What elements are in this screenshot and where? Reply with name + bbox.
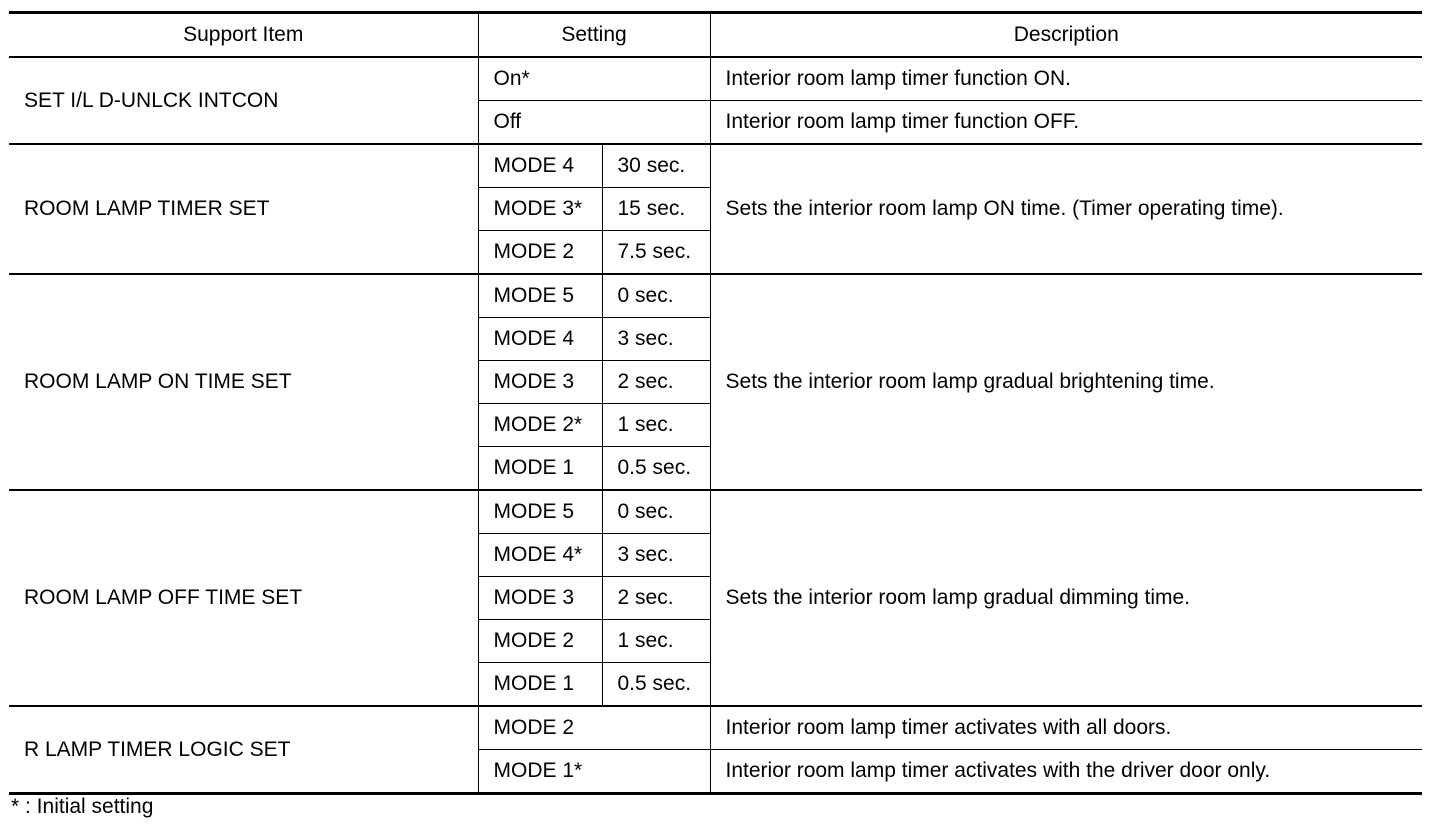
mode-cell: MODE 1: [478, 663, 602, 707]
table-row: [9, 706, 1422, 750]
table-row: [9, 274, 1422, 318]
header-setting: Setting: [478, 13, 710, 58]
support-item-table: [9, 11, 1422, 795]
description-cell: Interior room lamp timer function OFF.: [710, 101, 1422, 145]
value-cell: 0.5 sec.: [602, 447, 710, 491]
description-cell: Sets the interior room lamp gradual dimming time.: [710, 490, 1422, 706]
mode-cell: MODE 2*: [478, 404, 602, 447]
setting-cell: Off: [478, 101, 710, 145]
description-cell: Interior room lamp timer activates with all doors.: [710, 706, 1422, 750]
value-cell: 0 sec.: [602, 490, 710, 534]
value-cell: 0.5 sec.: [602, 663, 710, 707]
description-cell: Interior room lamp timer function ON.: [710, 57, 1422, 101]
support-item-cell: ROOM LAMP TIMER SET: [9, 144, 478, 274]
support-item-cell: ROOM LAMP ON TIME SET: [9, 274, 478, 490]
value-cell: 3 sec.: [602, 318, 710, 361]
support-item-cell: R LAMP TIMER LOGIC SET: [9, 706, 478, 794]
mode-cell: MODE 4: [478, 318, 602, 361]
table-row: [9, 144, 1422, 188]
mode-cell: MODE 5: [478, 274, 602, 318]
mode-cell: MODE 4: [478, 144, 602, 188]
description-cell: Sets the interior room lamp gradual brightening time.: [710, 274, 1422, 490]
value-cell: 30 sec.: [602, 144, 710, 188]
mode-cell: MODE 5: [478, 490, 602, 534]
footnote: * : Initial setting: [11, 795, 154, 818]
setting-cell: MODE 2: [478, 706, 710, 750]
support-item-cell: ROOM LAMP OFF TIME SET: [9, 490, 478, 706]
description-cell: Interior room lamp timer activates with the driver door only.: [710, 750, 1422, 794]
value-cell: 3 sec.: [602, 534, 710, 577]
header-support-item: Support Item: [9, 13, 478, 58]
mode-cell: MODE 3: [478, 577, 602, 620]
value-cell: 0 sec.: [602, 274, 710, 318]
support-item-cell: SET I/L D-UNLCK INTCON: [9, 57, 478, 144]
setting-cell: MODE 1*: [478, 750, 710, 794]
value-cell: 7.5 sec.: [602, 231, 710, 275]
table-row: [9, 57, 1422, 101]
value-cell: 2 sec.: [602, 361, 710, 404]
mode-cell: MODE 3: [478, 361, 602, 404]
mode-cell: MODE 2: [478, 231, 602, 275]
value-cell: 1 sec.: [602, 404, 710, 447]
table-row: [9, 490, 1422, 534]
setting-cell: On*: [478, 57, 710, 101]
value-cell: 1 sec.: [602, 620, 710, 663]
mode-cell: MODE 2: [478, 620, 602, 663]
table-header-row: [9, 13, 1422, 58]
mode-cell: MODE 3*: [478, 188, 602, 231]
header-description: Description: [710, 13, 1422, 58]
mode-cell: MODE 1: [478, 447, 602, 491]
description-cell: Sets the interior room lamp ON time. (Timer operating time).: [710, 144, 1422, 274]
mode-cell: MODE 4*: [478, 534, 602, 577]
value-cell: 15 sec.: [602, 188, 710, 231]
value-cell: 2 sec.: [602, 577, 710, 620]
